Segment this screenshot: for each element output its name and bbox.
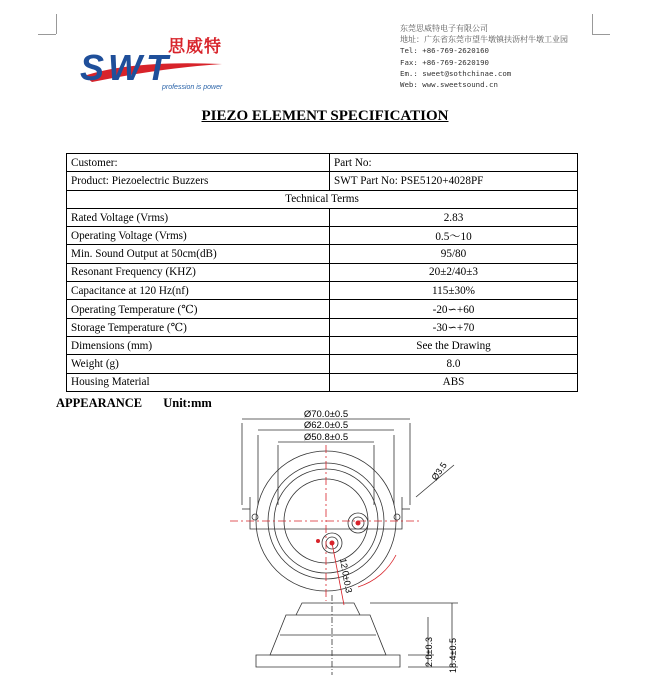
dim-hole-diameter: Ø3.5 xyxy=(429,460,449,483)
company-tel: Tel: +86-769-2620160 xyxy=(400,46,489,56)
spec-label: Resonant Frequency (KHZ) xyxy=(67,263,330,281)
spec-value: -30∽+70 xyxy=(330,318,578,336)
dim-inner-diameter: Ø50.8±0.5 xyxy=(303,432,349,443)
technical-terms-header: Technical Terms xyxy=(67,190,578,208)
product-cell: Product: Piezoelectric Buzzers xyxy=(67,172,330,190)
table-row xyxy=(67,227,578,245)
swt-part-cell: SWT Part No: PSE5120+4028PF xyxy=(330,172,578,190)
logo-slogan: profession is power xyxy=(162,84,223,91)
spec-value: 20±2/40±3 xyxy=(330,263,578,281)
company-web: Web: www.sweetsound.cn xyxy=(400,80,498,90)
spec-label: Operating Temperature (℃) xyxy=(67,300,330,318)
spec-label: Weight (g) xyxy=(67,355,330,373)
company-logo xyxy=(72,28,252,98)
table-row xyxy=(67,336,578,354)
spec-value: -20∽+60 xyxy=(330,300,578,318)
table-row xyxy=(67,208,578,226)
spec-label: Capacitance at 120 Hz(nf) xyxy=(67,282,330,300)
dim-terminal-pitch: 12.0±0.3 xyxy=(338,557,354,594)
buzzer-drawing xyxy=(220,405,480,690)
company-email: Em.: sweet@sothchinae.com xyxy=(400,68,512,78)
dim-height-small: 2.0±0.3 xyxy=(424,637,434,667)
spec-label: Min. Sound Output at 50cm(dB) xyxy=(67,245,330,263)
spec-value: See the Drawing xyxy=(330,336,578,354)
table-row xyxy=(67,154,578,172)
table-row xyxy=(67,282,578,300)
part-no-cell: Part No: xyxy=(330,154,578,172)
table-row xyxy=(67,355,578,373)
table-row xyxy=(67,172,578,190)
spec-label: Dimensions (mm) xyxy=(67,336,330,354)
table-row xyxy=(67,263,578,281)
spec-label: Housing Material xyxy=(67,373,330,391)
spec-table xyxy=(66,153,578,392)
company-address: 地址：广东省东莞市望牛墩镇扶沥村牛墩工业园 xyxy=(400,35,568,45)
spec-value: 0.5～10 xyxy=(330,227,578,245)
page-corner-mark xyxy=(56,14,57,34)
logo-chinese-name: 思威特 xyxy=(168,37,222,57)
document-title-text: PIEZO ELEMENT SPECIFICATION xyxy=(201,108,449,124)
logo-wordmark: SWT xyxy=(80,47,172,88)
document-title xyxy=(0,108,650,125)
table-row xyxy=(67,318,578,336)
page-corner-mark xyxy=(592,14,593,34)
company-info xyxy=(400,23,568,90)
spec-label: Rated Voltage (Vrms) xyxy=(67,208,330,226)
company-fax: Fax: +86-769-2620190 xyxy=(400,57,489,67)
company-name: 东莞思威特电子有限公司 xyxy=(400,24,488,33)
spec-value: 115±30% xyxy=(330,282,578,300)
dim-outer-diameter: Ø70.0±0.5 xyxy=(303,409,349,420)
spec-value: 2.83 xyxy=(330,208,578,226)
spec-value: ABS xyxy=(330,373,578,391)
appearance-label: APPEARANCE xyxy=(56,396,143,410)
spec-value: 8.0 xyxy=(330,355,578,373)
table-row xyxy=(67,300,578,318)
spec-value: 95/80 xyxy=(330,245,578,263)
table-row xyxy=(67,373,578,391)
dim-height-total: 18.4±0.5 xyxy=(448,638,458,673)
customer-cell: Customer: xyxy=(67,154,330,172)
dim-mid-diameter: Ø62.0±0.5 xyxy=(303,420,349,431)
spec-rows xyxy=(67,208,578,391)
spec-label: Operating Voltage (Vrms) xyxy=(67,227,330,245)
page-corner-mark xyxy=(592,34,610,35)
appearance-unit: Unit:mm xyxy=(163,396,212,410)
table-row xyxy=(67,190,578,208)
page-corner-mark xyxy=(38,34,56,35)
spec-label: Storage Temperature (℃) xyxy=(67,318,330,336)
table-row xyxy=(67,245,578,263)
appearance-heading xyxy=(56,396,230,411)
